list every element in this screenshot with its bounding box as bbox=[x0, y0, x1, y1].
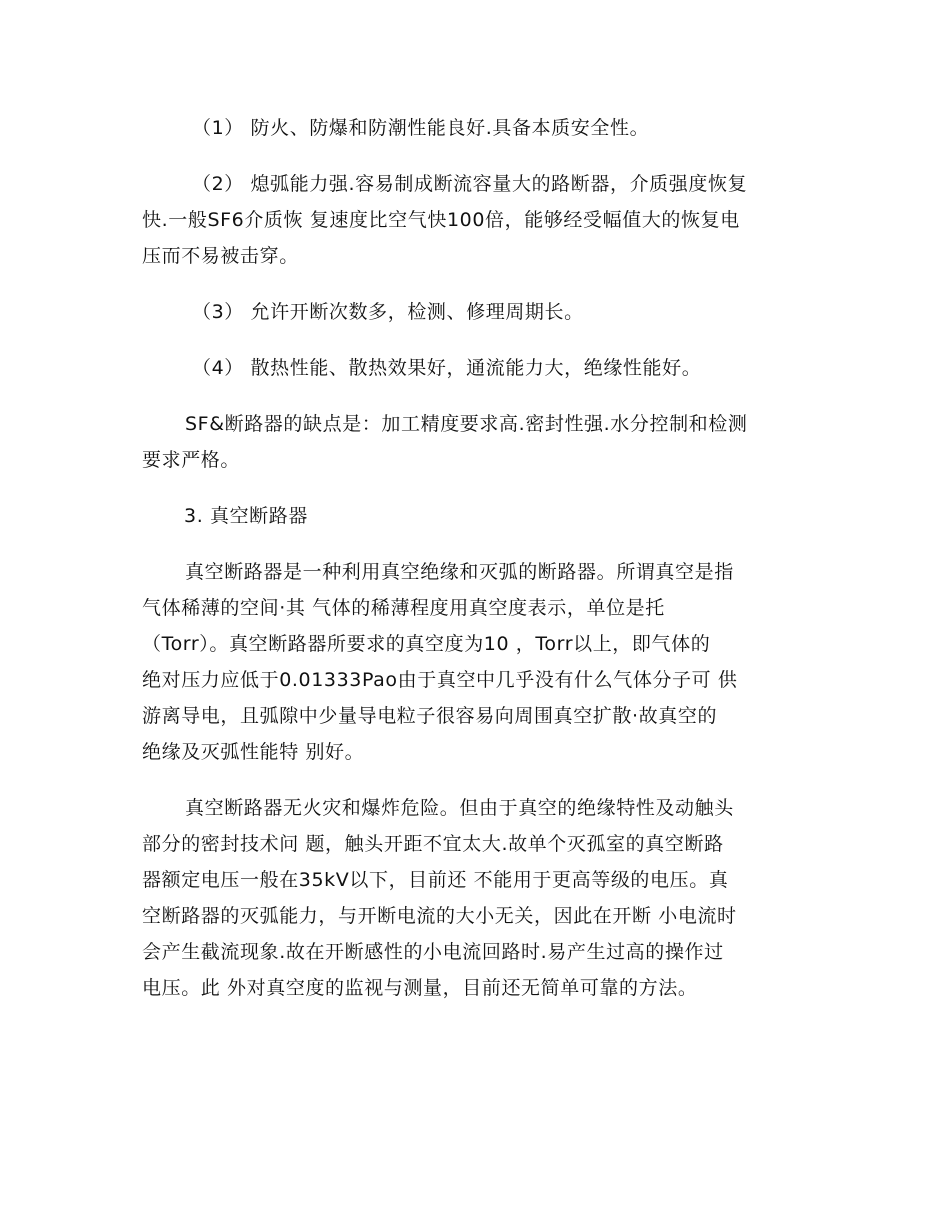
text-line: 游离导电，且弧隙中少量导电粒子很容易向周围真空扩散·故真空的 bbox=[142, 705, 718, 727]
text-line: 电压。此 外对真空度的监视与测量，目前还无简单可靠的方法。 bbox=[142, 977, 698, 999]
text-line: 器额定电压一般在35kV以下，目前还 不能用于更高等级的电压。真 bbox=[142, 869, 729, 891]
text-line: 空断路器的灭弧能力，与开断电流的大小无关，因此在开断 小电流时 bbox=[142, 905, 737, 927]
document-body bbox=[142, 110, 810, 1026]
text-line: SF&断路器的缺点是：加工精度要求高.密封性强.水分控制和检测 bbox=[185, 413, 748, 435]
list-item-1 bbox=[142, 110, 810, 146]
text-line: 要求严格。 bbox=[142, 449, 241, 471]
paragraph-vacuum-definition bbox=[142, 554, 810, 770]
paragraph-vacuum-characteristics bbox=[142, 790, 810, 1006]
text-line: （2） 熄弧能力强.容易制成断流容量大的路断器，介质强度恢复 bbox=[192, 173, 748, 195]
text-line: 绝缘及灭弧性能特 别好。 bbox=[142, 741, 365, 763]
text-line: （1） 防火、防爆和防潮性能良好.具备本质安全性。 bbox=[192, 117, 650, 139]
heading-text: 3. 真空断路器 bbox=[184, 505, 308, 527]
paragraph-sf6-drawbacks bbox=[142, 406, 810, 478]
list-item-4 bbox=[142, 350, 810, 386]
text-line: 气体稀薄的空间·其 气体的稀薄程度用真空度表示，单位是托 bbox=[142, 597, 665, 619]
list-item-2 bbox=[142, 166, 810, 274]
text-line: 部分的密封技术问 题，触头开距不宜太大.故单个灭孤室的真空断路 bbox=[142, 833, 724, 855]
text-line: （4） 散热性能、散热效果好，通流能力大，绝缘性能好。 bbox=[192, 357, 702, 379]
section-heading-vacuum-breaker bbox=[142, 498, 810, 534]
text-line: 绝对压力应低于0.01333Pao由于真空中几乎没有什么气体分子可 供 bbox=[142, 669, 738, 691]
text-line: 快.一般SF6介质恢 复速度比空气快100倍，能够经受幅值大的恢复电 bbox=[142, 209, 740, 231]
text-line: 会产生截流现象.故在开断感性的小电流回路时.易产生过高的操作过 bbox=[142, 941, 724, 963]
text-line: 真空断路器是一种利用真空绝缘和灭弧的断路器。所谓真空是指 bbox=[185, 561, 734, 583]
list-item-3 bbox=[142, 294, 810, 330]
text-line: 压而不易被击穿。 bbox=[142, 245, 299, 267]
text-line: 真空断路器无火灾和爆炸危险。但由于真空的绝缘特性及动触头 bbox=[185, 797, 734, 819]
text-line: （Torr）。真空断路器所要求的真空度为10 ，Torr以上，即气体的 bbox=[142, 633, 711, 655]
text-line: （3） 允许开断次数多，检测、修理周期长。 bbox=[192, 301, 584, 323]
